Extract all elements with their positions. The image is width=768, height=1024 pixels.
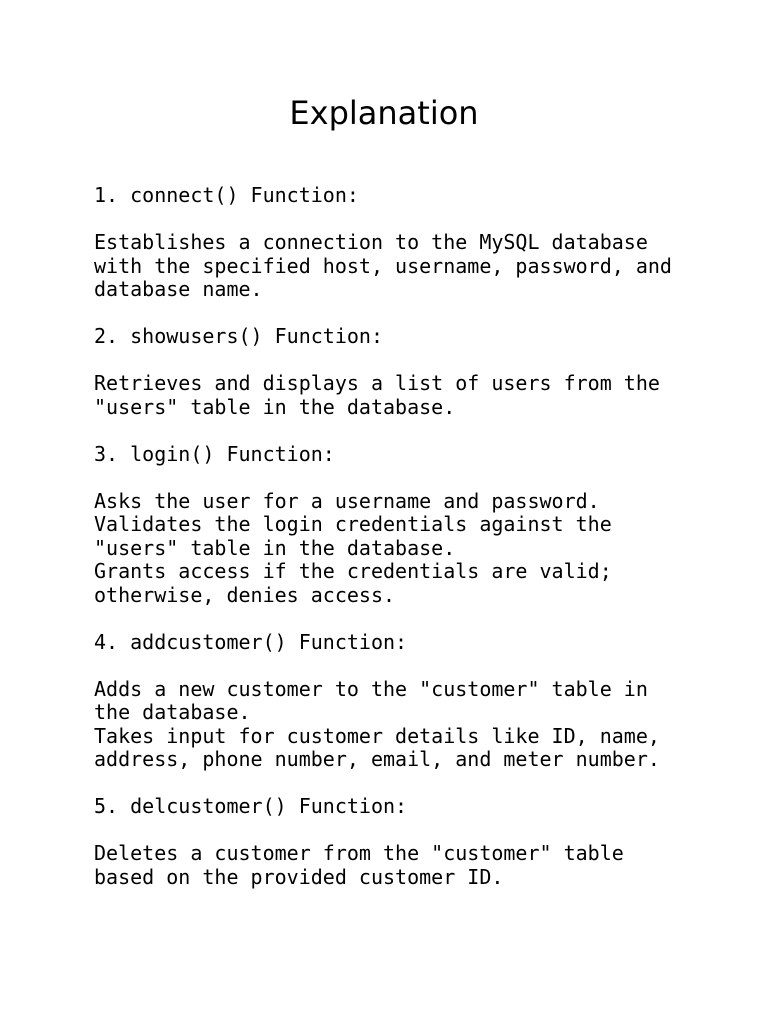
section-body: [94, 372, 734, 419]
body-line: address, phone number, email, and meter number.: [94, 747, 660, 771]
document-body: [94, 184, 734, 913]
section-body: [94, 678, 734, 772]
body-line: Establishes a connection to the MySQL database: [94, 230, 648, 254]
body-line: otherwise, denies access.: [94, 582, 396, 607]
body-line: Takes input for customer details like ID, name,: [94, 723, 660, 748]
page-title: Explanation: [289, 94, 479, 132]
body-line: Deletes a customer from the "customer" table: [94, 841, 624, 865]
section-heading: 3. login() Function:: [94, 441, 335, 466]
body-line: Retrieves and displays a list of users from the: [94, 371, 660, 395]
body-line: "users" table in the database.: [94, 535, 456, 560]
body-line: "users" table in the database.: [94, 394, 456, 419]
section-heading: 2. showusers() Function:: [94, 324, 383, 348]
section-delcustomer: [94, 795, 734, 889]
section-heading: 4. addcustomer() Function:: [94, 629, 408, 654]
section-heading: 1. connect() Function:: [94, 183, 359, 207]
section-login: [94, 443, 734, 608]
body-line: Adds a new customer to the "customer" table in: [94, 676, 648, 701]
section-heading: 5. delcustomer() Function:: [94, 794, 408, 818]
body-line: Validates the login credentials against the: [94, 512, 612, 536]
section-addcustomer: [94, 631, 734, 772]
section-connect: [94, 184, 734, 302]
body-line: Asks the user for a username and password.: [94, 488, 600, 513]
body-line: the database.: [94, 700, 251, 724]
section-body: [94, 490, 734, 608]
body-line: database name.: [94, 277, 263, 301]
body-line: based on the provided customer ID.: [94, 864, 504, 889]
body-line: with the specified host, username, password, and: [94, 253, 672, 278]
section-body: [94, 231, 734, 302]
section-body: [94, 842, 734, 889]
section-showusers: [94, 325, 734, 419]
body-line: Grants access if the credentials are valid;: [94, 559, 612, 583]
